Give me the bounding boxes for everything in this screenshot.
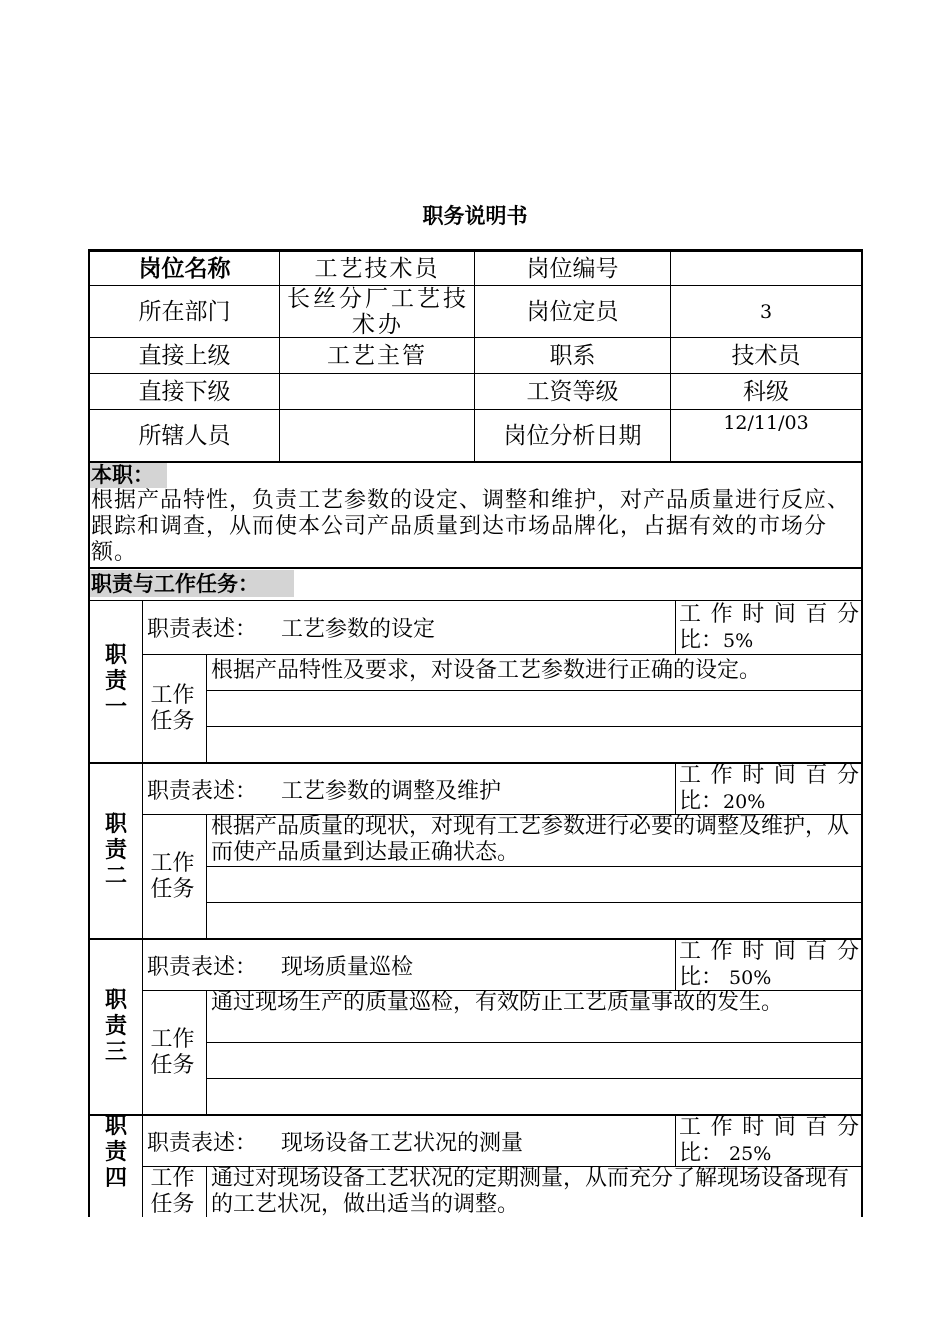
duty-desc-4 (147, 1116, 523, 1166)
label-staff: 所辖人员 (138, 422, 231, 449)
value-salary-grade: 科级 (743, 378, 789, 405)
label-headcount: 岗位定员 (526, 298, 619, 325)
label-position-name: 岗位名称 (138, 255, 231, 282)
duty-pct-value-2: 20% (723, 791, 766, 813)
duty-name-4: 职责四 (104, 1114, 127, 1191)
value-supervisor: 工艺主管 (327, 342, 427, 369)
duty-label-3 (90, 940, 142, 1114)
pct-line1: 工 作 时 间 百 分 (679, 763, 859, 788)
task-label-2 (143, 815, 206, 938)
duty-task-2: 根据产品质量的现状，对现有工艺参数进行必要的调整及维护，从而使产品质量到达最正确状态。 (211, 814, 850, 865)
label-salary-grade: 工资等级 (526, 378, 619, 405)
page-title: 职务说明书 (422, 204, 528, 228)
pct-line1: 工 作 时 间 百 分 (679, 1115, 859, 1140)
duty-pct-1 (679, 602, 859, 654)
duty-pct-4 (679, 1115, 859, 1167)
duty-desc-value-1: 工艺参数的设定 (281, 617, 436, 642)
label-supervisor: 直接上级 (138, 342, 231, 369)
pct-line1: 工 作 时 间 百 分 (679, 602, 859, 627)
duty-pct-3 (679, 939, 859, 991)
value-position-number (671, 252, 861, 285)
duty-main-heading: 本职： (91, 463, 154, 487)
duty-label-4 (90, 1112, 142, 1194)
pct-prefix: 比： (679, 1141, 724, 1166)
task-label-text: 工作任务 (150, 1165, 195, 1217)
value-department: 长丝分厂工艺技术办 (287, 285, 469, 338)
desc-label: 职责表述： (147, 1130, 258, 1156)
value-position-name: 工艺技术员 (314, 255, 440, 282)
duty-desc-2 (147, 764, 501, 814)
task-label-text: 工作任务 (150, 850, 195, 902)
duty-pct-2 (679, 763, 859, 815)
duty-name-2: 职责二 (104, 812, 127, 889)
value-analysis-date: 12/11/03 (723, 412, 809, 434)
label-job-family: 职系 (549, 342, 596, 369)
label-department: 所在部门 (138, 298, 231, 325)
label-subordinate: 直接下级 (138, 378, 231, 405)
task-label-text: 工作任务 (150, 1026, 195, 1078)
value-headcount: 3 (759, 300, 773, 323)
pct-prefix: 比： (679, 965, 724, 990)
tasks-heading: 职责与工作任务： (91, 572, 259, 596)
task-label-3 (143, 991, 206, 1114)
duty-desc-value-3: 现场质量巡检 (281, 954, 414, 980)
duty-desc-1 (147, 601, 435, 654)
duty-main-text: 根据产品特性，负责工艺参数的设定、调整和维护，对产品质量进行反应、跟踪和调查，从而使本公司产品质量到达市场品牌化，占据有效的市场分额。 (91, 488, 851, 565)
duty-name-1: 职责一 (104, 643, 127, 720)
duty-desc-value-4: 现场设备工艺状况的测量 (281, 1130, 524, 1156)
duty-label-1 (90, 601, 142, 763)
task-label-text: 工作任务 (150, 682, 195, 734)
label-analysis-date: 岗位分析日期 (503, 422, 642, 449)
duty-task-4: 通过对现场设备工艺状况的定期测量，从而充分了解现场设备现有的工艺状况，做出适当的调整。 (211, 1166, 850, 1217)
value-subordinate (280, 374, 474, 409)
duty-pct-value-3: 50% (723, 967, 772, 989)
duty-label-2 (90, 764, 142, 938)
task-label-1 (143, 655, 206, 762)
label-position-number: 岗位编号 (526, 255, 619, 282)
pct-line1: 工 作 时 间 百 分 (679, 939, 859, 964)
duty-pct-value-1: 5% (723, 630, 754, 652)
duty-pct-value-4: 25% (723, 1143, 772, 1165)
desc-label: 职责表述： (147, 778, 258, 804)
value-job-family: 技术员 (731, 342, 801, 369)
duty-desc-value-2: 工艺参数的调整及维护 (281, 778, 502, 804)
duty-desc-3 (147, 940, 413, 990)
pct-prefix: 比： (679, 789, 724, 814)
desc-label: 职责表述： (147, 617, 258, 642)
duty-task-1: 根据产品特性及要求，对设备工艺参数进行正确的设定。 (211, 658, 762, 683)
desc-label: 职责表述： (147, 954, 258, 980)
value-staff (280, 410, 474, 461)
task-label-4 (143, 1166, 206, 1217)
duty-name-3: 职责三 (104, 988, 127, 1065)
pct-prefix: 比： (679, 628, 724, 653)
duty-task-3: 通过现场生产的质量巡检，有效防止工艺质量事故的发生。 (211, 990, 784, 1015)
